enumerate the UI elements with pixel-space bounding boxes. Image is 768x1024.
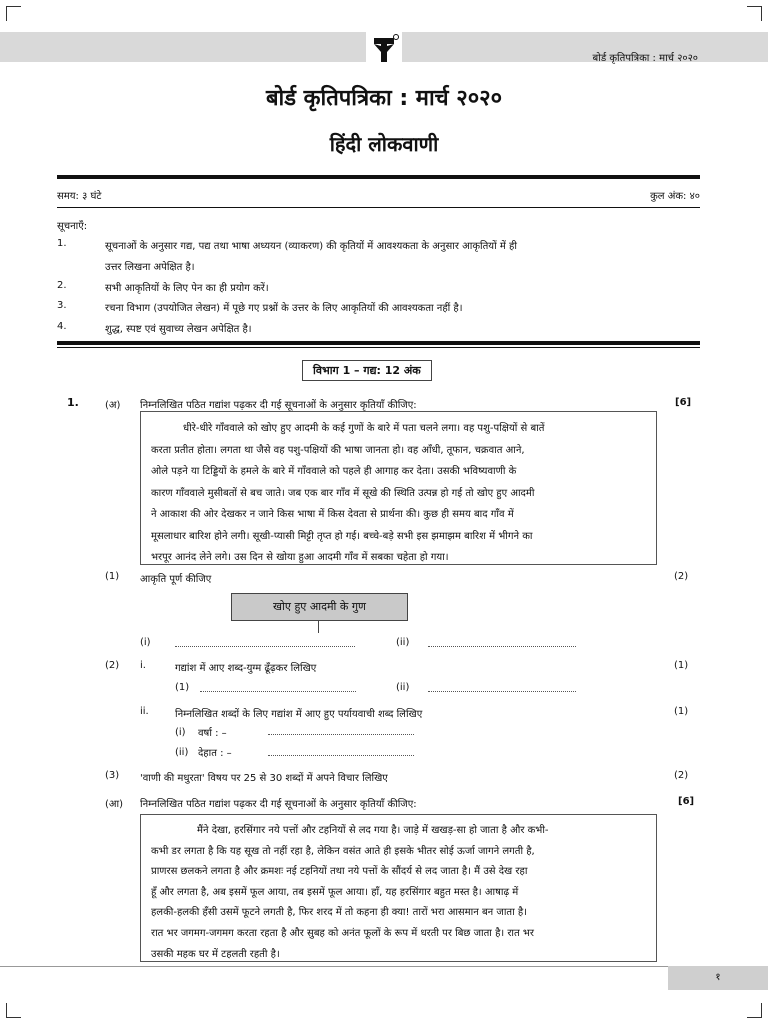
answer-blank[interactable] (200, 681, 356, 692)
instruction-text: सभी आकृतियों के लिए पेन का ही प्रयोग करें। (105, 283, 269, 294)
subquestion-label: (अ) (105, 400, 121, 411)
instruction-number: 1. (57, 238, 67, 249)
subquestion-number: (1) (105, 571, 120, 582)
passage-line: धीरे-धीरे गाँववाले को खोए हुए आदमी के कई गुणों के बारे में पता चलने लगा। वह पशु-पक्षियों से बातें (183, 423, 545, 434)
instruction-number: 3. (57, 300, 67, 311)
footer-rule (0, 966, 768, 967)
answer-label: (ii) (175, 747, 189, 758)
passage-box (140, 814, 657, 962)
answer-blank[interactable] (428, 636, 576, 647)
subquestion-marks: (2) (674, 571, 689, 582)
instruction-number: 4. (57, 321, 67, 332)
subquestion-marks: (2) (674, 770, 689, 781)
crop-mark (747, 1003, 762, 1018)
answer-label: (1) (175, 682, 190, 693)
subquestion-text: आकृति पूर्ण कीजिए (140, 574, 212, 585)
passage-line: रात भर जगमग-जगमग करता रहता है और सुबह को अनंत फूलों के रूप में धरती पर बिछ जाता है। रात भर (151, 927, 535, 939)
passage-line: भरपूर आनंद लेने लगे। उस दिन से खोया हुआ आदमी गाँव में सबका चहेता हो गया। (151, 552, 449, 563)
answer-blank[interactable] (268, 724, 414, 735)
passage-line: उसकी महक घर में टहलती रहती है। (151, 948, 280, 960)
running-header: बोर्ड कृतिपत्रिका : मार्च २०२० (592, 53, 698, 64)
divider (57, 175, 700, 179)
paper-title: बोर्ड कृतिपत्रिका : मार्च २०२० (265, 86, 503, 111)
page-number: १ (668, 966, 768, 990)
divider (57, 347, 700, 348)
divider (57, 341, 700, 345)
passage-line: हलकी-हलकी हँसी उसमें फूटने लगती है, फिर शरद में तो कहना ही क्या! तारों भरा आसमान बन जाता है। (151, 907, 527, 919)
question-marks: [6] (675, 397, 692, 408)
question-number: 1. (67, 396, 79, 409)
instruction-number: 2. (57, 280, 67, 291)
word-prompt: वर्षा : – (198, 728, 227, 739)
section-heading: विभाग 1 – गद्य: 12 अंक (302, 360, 432, 381)
passage-line: हूँ और लगता है, अब इसमें फूल आया, तब इसमें फूल आया। हाँ, यह हरसिंगार बहुत मस्त है। आषाढ़ में (151, 886, 519, 898)
question-text: निम्नलिखित पठित गद्यांश पढ़कर दी गई सूचनाओं के अनुसार कृतियाँ कीजिए: (140, 799, 417, 810)
part-label: ii. (140, 706, 149, 717)
instruction-text: रचना विभाग (उपयोजित लेखन) में पूछे गए प्रश्नों के उत्तर के लिए आकृतियों की आवश्यकता नहीं है। (105, 303, 463, 314)
crop-mark (747, 6, 762, 21)
passage-line: ओले पड़ने या टिड्डियों के हमले के बारे में गाँववाले को पहले ही आगाह कर देता। उसकी भविष्यवाणी के (151, 466, 517, 477)
subquestion-number: (2) (105, 660, 120, 671)
subquestion-number: (3) (105, 770, 120, 781)
answer-label: (ii) (396, 637, 410, 648)
concept-map-box: खोए हुए आदमी के गुण (231, 593, 408, 621)
question-marks: [6] (678, 796, 695, 807)
instructions-heading: सूचनाएँ: (57, 221, 88, 232)
passage-line: मूसलाधार बारिश होने लगी। सूखी-प्यासी मिट्टी तृप्त हो गई। बच्चे-बड़े सभी इस झमाझम बारिश में भीगने का (151, 530, 533, 542)
instruction-text: सूचनाओं के अनुसार गद्य, पद्य तथा भाषा अध्ययन (व्याकरण) की कृतियों में आवश्यकता के अनुसार आकृतियों में ही (105, 241, 517, 252)
time-allowed: समय: ३ घंटे (57, 191, 102, 202)
passage-line: मैंने देखा, हरसिंगार नये पत्तों और टहनियों से लद गया है। जाड़े में खखड़-सा हो जाता है और कभी- (197, 825, 549, 836)
passage-line: प्राणरस छलकने लगता है और क्रमशः नई टहनियों तथा नये पत्तों के सौंदर्य से लद जाता है। मैं उसे देख रहा (151, 866, 528, 878)
publisher-logo (366, 32, 402, 66)
word-prompt: देहात : – (198, 748, 232, 759)
answer-label: (ii) (396, 682, 410, 693)
passage-line: कारण गाँववाले मुसीबतों से बच जाते। जब एक बार गाँव में सूखे की स्थिति उत्पन्न हो गई तो खोए हुए आदमी (151, 487, 535, 499)
part-label: i. (140, 660, 146, 671)
question-text: निम्नलिखित पठित गद्यांश पढ़कर दी गई सूचनाओं के अनुसार कृतियाँ कीजिए: (140, 400, 417, 411)
crop-mark (6, 6, 21, 21)
subject-title: हिंदी लोकवाणी (329, 132, 439, 156)
answer-label: (i) (175, 727, 186, 738)
passage-line: कभी डर लगता है कि यह सूख तो नहीं रहा है, लेकिन वसंत आते ही इसके भीतर सोई ऊर्जा जागने लगती है, (151, 845, 535, 857)
total-marks: कुल अंक: ४० (650, 191, 700, 202)
instruction-text: शुद्ध, स्पष्ट एवं सुवाच्य लेखन अपेक्षित है। (105, 324, 252, 335)
answer-blank[interactable] (268, 745, 414, 756)
subquestion-text: 'वाणी की मधुरता' विषय पर 25 से 30 शब्दों में अपने विचार लिखिए (140, 773, 388, 784)
passage-line: करता प्रतीत होता। लगता था जैसे वह पशु-पक्षियों की भाषा जानता हो। वह आँधी, तूफान, चक्रवात आने, (151, 444, 525, 456)
answer-blank[interactable] (175, 636, 355, 647)
answer-label: (i) (140, 637, 151, 648)
divider (57, 207, 700, 208)
subquestion-text: गद्यांश में आए शब्द-युग्म ढूँढ़कर लिखिए (175, 663, 317, 674)
subquestion-label: (आ) (105, 799, 124, 810)
passage-box (140, 411, 657, 565)
subquestion-marks: (1) (674, 660, 689, 671)
instruction-text: उत्तर लिखना अपेक्षित है। (105, 262, 195, 273)
subquestion-text: निम्नलिखित शब्दों के लिए गद्यांश में आए हुए पर्यायवाची शब्द लिखिए (175, 709, 423, 720)
subquestion-marks: (1) (674, 706, 689, 717)
crop-mark (6, 1003, 21, 1018)
answer-blank[interactable] (428, 681, 576, 692)
connector-line (318, 620, 319, 633)
passage-line: ने आकाश की ओर देखकर न जाने किस भाषा में किस देवता से प्रार्थना की। कुछ ही समय बाद गाँव में (151, 509, 514, 520)
